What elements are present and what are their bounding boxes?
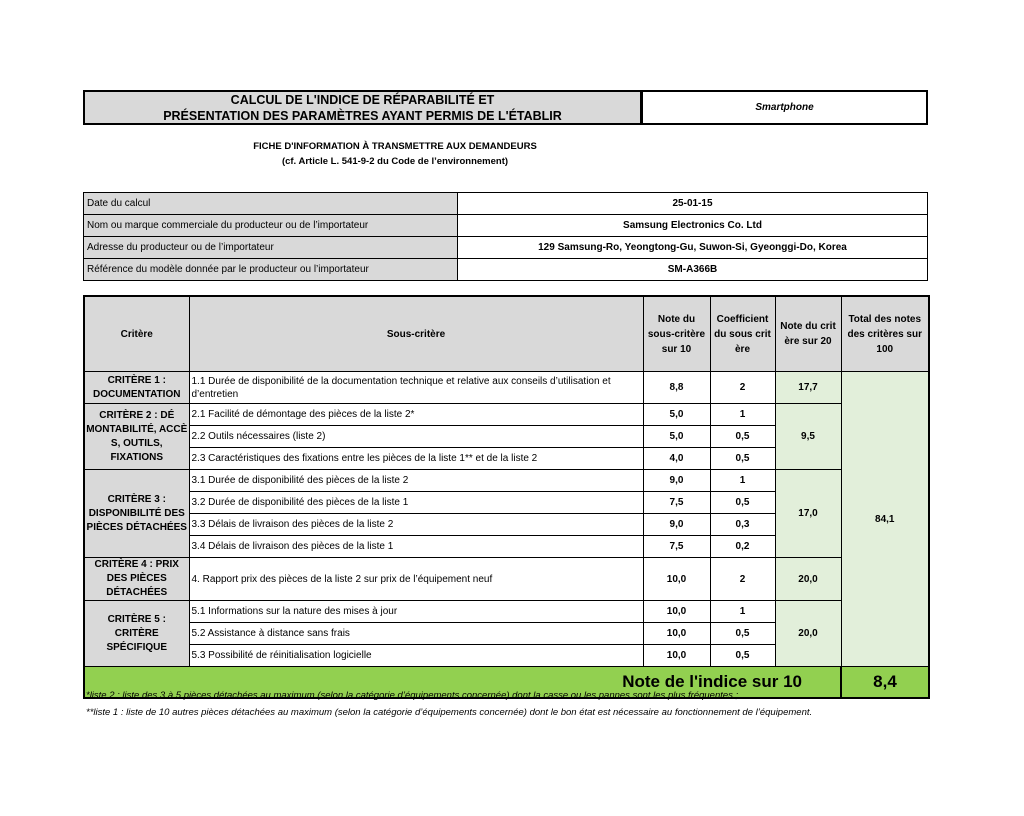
- sub-criterion-note: 9,0: [643, 514, 710, 536]
- sub-criterion-note: 9,0: [643, 470, 710, 492]
- sub-criterion-coef: 0,5: [710, 623, 775, 645]
- col-header-sous-critere: Sous-critère: [189, 296, 643, 372]
- criterion-4-note: 20,0: [775, 558, 841, 601]
- sub-header-line-2: (cf. Article L. 541-9-2 du Code de l’environnement): [281, 156, 509, 167]
- criterion-1-note: 17,7: [775, 372, 841, 404]
- total-score: 84,1: [841, 372, 929, 667]
- sub-criterion-coef: 2: [710, 372, 775, 404]
- document-title: [83, 90, 642, 125]
- sub-criterion-label: 4. Rapport prix des pièces de la liste 2 sur prix de l’équipement neuf: [189, 558, 643, 601]
- index-score-label: Note de l'indice sur 10: [84, 667, 841, 699]
- criterion-2-name: CRITÈRE 2 : DÉ MONTABILITÉ, ACCÈ S, OUTILS, FIXATIONS: [84, 404, 189, 470]
- table-row: [84, 372, 929, 404]
- criterion-1-name: CRITÈRE 1 : DOCUMENTATION: [84, 372, 189, 404]
- sub-criterion-note: 8,8: [643, 372, 710, 404]
- sub-criterion-label: 2.2 Outils nécessaires (liste 2): [189, 426, 643, 448]
- sub-criterion-coef: 0,5: [710, 492, 775, 514]
- info-table: [83, 192, 928, 281]
- sub-criterion-note: 5,0: [643, 404, 710, 426]
- sub-criterion-label: 3.2 Durée de disponibilité des pièces de la liste 1: [189, 492, 643, 514]
- table-header: [84, 296, 929, 372]
- info-label: Nom ou marque commerciale du producteur ou de l’importateur: [84, 215, 458, 237]
- info-row-producer: [84, 215, 928, 237]
- info-row-date: [84, 193, 928, 215]
- sub-criterion-label: 2.1 Facilité de démontage des pièces de la liste 2*: [189, 404, 643, 426]
- info-value: Samsung Electronics Co. Ltd: [458, 215, 928, 237]
- sub-criterion-coef: 2: [710, 558, 775, 601]
- footnote-list-2: *liste 2 : liste des 3 à 5 pièces détachées au maximum (selon la catégorie d’équipements concernée) dont la casse ou les pannes sont les plus fréquentes ;: [86, 690, 739, 701]
- sub-criterion-coef: 0,5: [710, 448, 775, 470]
- sub-criterion-label: 2.3 Caractéristiques des fixations entre les pièces de la liste 1** et de la liste 2: [189, 448, 643, 470]
- info-label: Date du calcul: [84, 193, 458, 215]
- table-row: [84, 404, 929, 426]
- sub-criterion-note: 10,0: [643, 623, 710, 645]
- info-label: Référence du modèle donnée par le producteur ou l’importateur: [84, 259, 458, 281]
- sub-criterion-note: 10,0: [643, 558, 710, 601]
- title-line-1: CALCUL DE L'INDICE DE RÉPARABILITÉ ET: [230, 92, 495, 107]
- sub-header-line-1: FICHE D'INFORMATION À TRANSMETTRE AUX DEMANDEURS: [253, 141, 537, 152]
- info-value: SM-A366B: [458, 259, 928, 281]
- criterion-3-note: 17,0: [775, 470, 841, 558]
- criterion-3-name: CRITÈRE 3 : DISPONIBILITÉ DES PIÈCES DÉTACHÉES: [84, 470, 189, 558]
- sub-criterion-label: 5.3 Possibilité de réinitialisation logicielle: [189, 645, 643, 667]
- col-header-critere: Critère: [84, 296, 189, 372]
- sub-criterion-label: 5.1 Informations sur la nature des mises à jour: [189, 601, 643, 623]
- table-row: [84, 558, 929, 601]
- sub-criterion-note: 7,5: [643, 492, 710, 514]
- sub-criterion-note: 10,0: [643, 645, 710, 667]
- col-header-note-sous: Note du sous-critère sur 10: [643, 296, 710, 372]
- sub-criterion-coef: 0,5: [710, 426, 775, 448]
- sub-criterion-coef: 0,5: [710, 645, 775, 667]
- sub-criterion-label: 1.1 Durée de disponibilité de la documentation technique et relative aux conseils d’utilisation et d’entretien: [189, 372, 643, 404]
- col-header-note-crit: Note du crit ère sur 20: [775, 296, 841, 372]
- sub-criterion-note: 5,0: [643, 426, 710, 448]
- col-header-coef: Coefficient du sous crit ère: [710, 296, 775, 372]
- index-score-value: 8,4: [841, 667, 929, 699]
- info-row-model: [84, 259, 928, 281]
- sub-criterion-label: 3.3 Délais de livraison des pièces de la liste 2: [189, 514, 643, 536]
- sub-criterion-label: 3.4 Délais de livraison des pièces de la liste 1: [189, 536, 643, 558]
- footnotes: [86, 687, 966, 721]
- footnote-list-1: **liste 1 : liste de 10 autres pièces détachées au maximum (selon la catégorie d’équipements concernée) dont le bon état est nécessaire au fonctionnement de l’équipement.: [86, 707, 813, 718]
- criterion-5-note: 20,0: [775, 601, 841, 667]
- sub-criterion-note: 10,0: [643, 601, 710, 623]
- sub-criterion-coef: 1: [710, 601, 775, 623]
- table-row: [84, 601, 929, 623]
- sub-criterion-label: 5.2 Assistance à distance sans frais: [189, 623, 643, 645]
- sub-criterion-note: 4,0: [643, 448, 710, 470]
- sub-criterion-coef: 0,2: [710, 536, 775, 558]
- criterion-4-name: CRITÈRE 4 : PRIX DES PIÈCES DÉTACHÉES: [84, 558, 189, 601]
- sub-header: [200, 139, 590, 169]
- info-value: 25-01-15: [458, 193, 928, 215]
- info-label: Adresse du producteur ou de l’importateur: [84, 237, 458, 259]
- info-row-address: [84, 237, 928, 259]
- product-type: Smartphone: [642, 90, 928, 125]
- sub-criterion-coef: 1: [710, 470, 775, 492]
- sub-criterion-coef: 1: [710, 404, 775, 426]
- criterion-2-note: 9,5: [775, 404, 841, 470]
- table-row: [84, 470, 929, 492]
- sub-criterion-label: 3.1 Durée de disponibilité des pièces de la liste 2: [189, 470, 643, 492]
- criterion-5-name: CRITÈRE 5 : CRITÈRE SPÉCIFIQUE: [84, 601, 189, 667]
- title-line-2: PRÉSENTATION DES PARAMÈTRES AYANT PERMIS DE L'ÉTABLIR: [163, 108, 562, 123]
- repairability-table: [83, 295, 930, 699]
- sub-criterion-note: 7,5: [643, 536, 710, 558]
- sub-criterion-coef: 0,3: [710, 514, 775, 536]
- col-header-total: Total des notes des critères sur 100: [841, 296, 929, 372]
- info-value: 129 Samsung-Ro, Yeongtong-Gu, Suwon-Si, Gyeonggi-Do, Korea: [458, 237, 928, 259]
